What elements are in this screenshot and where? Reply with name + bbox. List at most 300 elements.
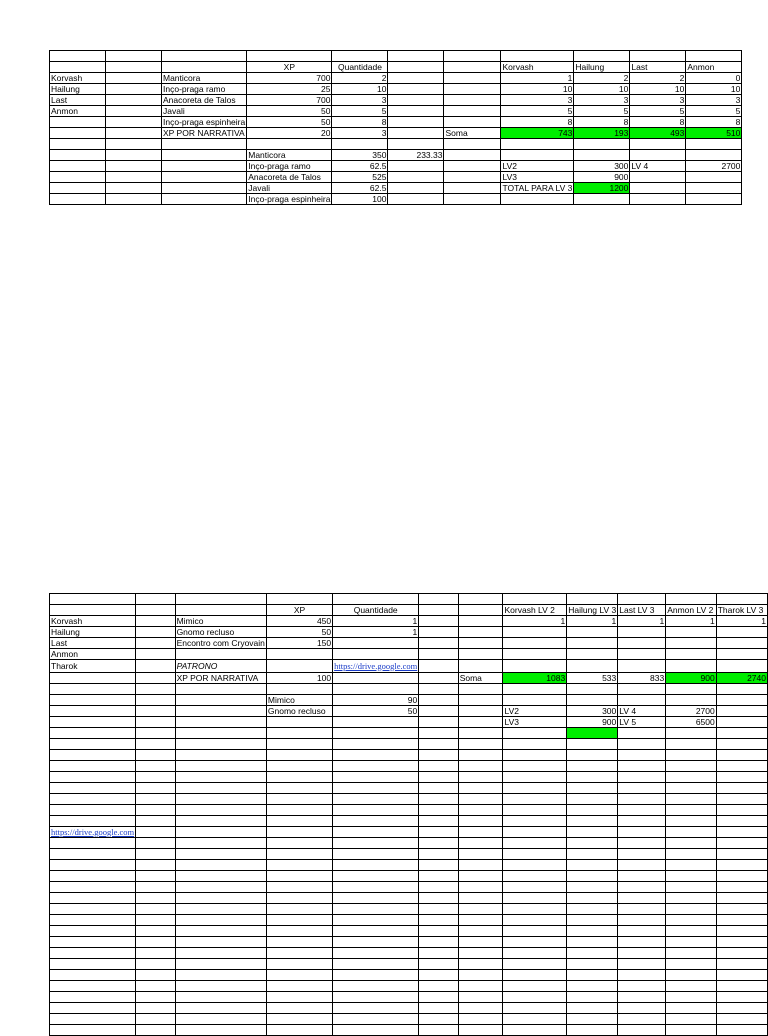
level-label-2[interactable]: LV 4 — [630, 161, 686, 172]
level-value-2[interactable]: 2700 — [686, 161, 742, 172]
monster-qty[interactable]: 5 — [332, 106, 388, 117]
empty-cell[interactable] — [716, 1003, 767, 1014]
empty-cell[interactable] — [175, 871, 266, 882]
empty-cell[interactable] — [567, 849, 618, 860]
empty-cell[interactable] — [333, 783, 419, 794]
empty-cell[interactable] — [567, 1014, 618, 1025]
empty-cell[interactable] — [333, 1014, 419, 1025]
monster-qty[interactable]: 1 — [333, 616, 419, 627]
empty-cell[interactable] — [333, 739, 419, 750]
empty-cell[interactable] — [50, 948, 136, 959]
empty-cell[interactable] — [716, 970, 767, 981]
matrix-cell[interactable]: 10 — [574, 84, 630, 95]
empty-cell[interactable] — [50, 1025, 136, 1036]
empty-cell[interactable] — [716, 981, 767, 992]
player-name[interactable]: Korvash — [50, 73, 106, 84]
matrix-cell[interactable]: 3 — [501, 95, 574, 106]
empty-cell[interactable] — [503, 739, 567, 750]
player-name[interactable]: Anmon — [50, 106, 106, 117]
monster-qty[interactable]: 2 — [332, 73, 388, 84]
monster-xp[interactable]: 450 — [266, 616, 332, 627]
empty-cell[interactable] — [175, 816, 266, 827]
empty-cell[interactable] — [136, 849, 175, 860]
empty-cell[interactable] — [50, 926, 136, 937]
empty-cell[interactable] — [567, 926, 618, 937]
empty-cell[interactable] — [50, 882, 136, 893]
empty-cell[interactable] — [175, 739, 266, 750]
monster-name[interactable]: XP POR NARRATIVA — [162, 128, 247, 139]
soma-korvash[interactable]: 1083 — [503, 673, 567, 684]
empty-cell[interactable] — [666, 904, 717, 915]
level-value[interactable]: 900 — [567, 717, 618, 728]
breakdown-name[interactable]: Javali — [247, 183, 332, 194]
empty-cell[interactable] — [50, 959, 136, 970]
empty-cell[interactable] — [666, 838, 717, 849]
matrix-cell[interactable]: 8 — [630, 117, 686, 128]
matrix-cell[interactable]: 10 — [686, 84, 742, 95]
level-label[interactable]: LV2 — [501, 161, 574, 172]
empty-cell[interactable] — [503, 750, 567, 761]
empty-cell[interactable] — [666, 805, 717, 816]
empty-cell[interactable] — [503, 1025, 567, 1036]
empty-cell[interactable] — [503, 838, 567, 849]
empty-cell[interactable] — [136, 860, 175, 871]
empty-cell[interactable] — [419, 783, 458, 794]
monster-qty[interactable]: 8 — [332, 117, 388, 128]
empty-cell[interactable] — [618, 992, 666, 1003]
breakdown-name[interactable]: Anacoreta de Talos — [247, 172, 332, 183]
empty-cell[interactable] — [716, 882, 767, 893]
matrix-cell[interactable]: 1 — [716, 616, 767, 627]
matrix-cell[interactable]: 3 — [630, 95, 686, 106]
empty-cell[interactable] — [333, 860, 419, 871]
empty-cell[interactable] — [419, 1025, 458, 1036]
empty-cell[interactable] — [618, 871, 666, 882]
empty-cell[interactable] — [266, 805, 332, 816]
empty-cell[interactable] — [666, 783, 717, 794]
empty-cell[interactable] — [50, 992, 136, 1003]
empty-cell[interactable] — [333, 959, 419, 970]
level-total-value[interactable]: 1200 — [574, 183, 630, 194]
empty-cell[interactable] — [458, 1025, 503, 1036]
drive-link[interactable]: https://drive.google.com — [334, 660, 418, 671]
empty-cell[interactable] — [666, 1003, 717, 1014]
empty-cell[interactable] — [136, 838, 175, 849]
breakdown-value[interactable]: 525 — [332, 172, 388, 183]
empty-cell[interactable] — [333, 805, 419, 816]
monster-name[interactable]: Inço-praga ramo — [162, 84, 247, 95]
empty-cell[interactable] — [175, 1025, 266, 1036]
matrix-cell[interactable]: 1 — [503, 616, 567, 627]
monster-xp[interactable]: 700 — [247, 73, 332, 84]
empty-cell[interactable] — [136, 937, 175, 948]
empty-cell[interactable] — [266, 783, 332, 794]
empty-cell[interactable] — [175, 1003, 266, 1014]
header-anmon[interactable]: Anmon — [686, 62, 742, 73]
empty-cell[interactable] — [333, 981, 419, 992]
matrix-cell[interactable]: 1 — [618, 616, 666, 627]
empty-cell[interactable] — [419, 959, 458, 970]
level-value[interactable]: 900 — [574, 172, 630, 183]
empty-cell[interactable] — [419, 739, 458, 750]
matrix-cell[interactable]: 5 — [630, 106, 686, 117]
header-last[interactable]: Last — [630, 62, 686, 73]
empty-cell[interactable] — [136, 750, 175, 761]
empty-cell[interactable] — [175, 893, 266, 904]
empty-cell[interactable] — [50, 1014, 136, 1025]
soma-label[interactable]: Soma — [444, 128, 501, 139]
highlight-cell[interactable] — [567, 728, 618, 739]
empty-cell[interactable] — [666, 1014, 717, 1025]
empty-cell[interactable] — [175, 750, 266, 761]
empty-cell[interactable] — [567, 860, 618, 871]
empty-cell[interactable] — [266, 1025, 332, 1036]
empty-cell[interactable] — [419, 948, 458, 959]
empty-cell[interactable] — [567, 761, 618, 772]
empty-cell[interactable] — [567, 838, 618, 849]
empty-cell[interactable] — [716, 948, 767, 959]
empty-cell[interactable] — [419, 838, 458, 849]
empty-cell[interactable] — [266, 816, 332, 827]
empty-cell[interactable] — [567, 816, 618, 827]
monster-xp[interactable]: 700 — [247, 95, 332, 106]
empty-cell[interactable] — [175, 904, 266, 915]
empty-cell[interactable] — [136, 992, 175, 1003]
empty-cell[interactable] — [50, 1003, 136, 1014]
empty-cell[interactable] — [266, 992, 332, 1003]
empty-cell[interactable] — [618, 783, 666, 794]
matrix-cell[interactable]: 1 — [501, 73, 574, 84]
empty-cell[interactable] — [458, 816, 503, 827]
monster-xp[interactable]: 150 — [266, 638, 332, 649]
empty-cell[interactable] — [175, 981, 266, 992]
empty-cell[interactable] — [419, 1014, 458, 1025]
monster-name[interactable]: Gnomo recluso — [175, 627, 266, 638]
empty-cell[interactable] — [666, 959, 717, 970]
empty-cell[interactable] — [419, 882, 458, 893]
empty-cell[interactable] — [50, 838, 136, 849]
header-tharok-lv3[interactable]: Tharok LV 3 — [716, 605, 767, 616]
breakdown-name[interactable]: Manticora — [247, 150, 332, 161]
empty-cell[interactable] — [666, 871, 717, 882]
matrix-cell[interactable]: 10 — [630, 84, 686, 95]
empty-cell[interactable] — [333, 871, 419, 882]
empty-cell[interactable] — [458, 893, 503, 904]
empty-cell[interactable] — [458, 959, 503, 970]
empty-cell[interactable] — [175, 970, 266, 981]
monster-name[interactable]: Javali — [162, 106, 247, 117]
empty-cell[interactable] — [333, 915, 419, 926]
empty-cell[interactable] — [716, 926, 767, 937]
empty-cell[interactable] — [50, 816, 136, 827]
empty-cell[interactable] — [175, 882, 266, 893]
empty-cell[interactable] — [333, 794, 419, 805]
empty-cell[interactable] — [666, 882, 717, 893]
empty-cell[interactable] — [136, 783, 175, 794]
header-hailung-lv3[interactable]: Hailung LV 3 — [568, 604, 617, 615]
empty-cell[interactable] — [50, 871, 136, 882]
level-total-label[interactable]: TOTAL PARA LV 3 — [502, 182, 573, 193]
empty-cell[interactable] — [50, 981, 136, 992]
empty-cell[interactable] — [716, 959, 767, 970]
soma-hailung[interactable]: 193 — [574, 128, 630, 139]
level-label[interactable]: LV3 — [503, 717, 567, 728]
empty-cell[interactable] — [419, 750, 458, 761]
empty-cell[interactable] — [266, 1014, 332, 1025]
empty-cell[interactable] — [503, 849, 567, 860]
empty-cell[interactable] — [666, 992, 717, 1003]
empty-cell[interactable] — [618, 1014, 666, 1025]
empty-cell[interactable] — [503, 1003, 567, 1014]
empty-cell[interactable] — [266, 926, 332, 937]
narrativa-xp[interactable]: 100 — [266, 673, 332, 684]
empty-cell[interactable] — [458, 783, 503, 794]
empty-cell[interactable] — [419, 1003, 458, 1014]
empty-cell[interactable] — [136, 904, 175, 915]
empty-cell[interactable] — [503, 816, 567, 827]
empty-cell[interactable] — [419, 981, 458, 992]
empty-cell[interactable] — [716, 893, 767, 904]
empty-cell[interactable] — [419, 893, 458, 904]
empty-cell[interactable] — [175, 849, 266, 860]
level-label[interactable]: LV3 — [501, 172, 574, 183]
empty-cell[interactable] — [666, 761, 717, 772]
empty-cell[interactable] — [618, 739, 666, 750]
empty-cell[interactable] — [266, 915, 332, 926]
empty-cell[interactable] — [266, 1003, 332, 1014]
matrix-cell[interactable]: 10 — [501, 84, 574, 95]
empty-cell[interactable] — [266, 981, 332, 992]
soma-last[interactable]: 493 — [630, 128, 686, 139]
empty-cell[interactable] — [175, 794, 266, 805]
empty-cell[interactable] — [666, 750, 717, 761]
empty-cell[interactable] — [716, 816, 767, 827]
empty-cell[interactable] — [333, 1003, 419, 1014]
empty-cell[interactable] — [567, 948, 618, 959]
empty-cell[interactable] — [266, 948, 332, 959]
soma-last[interactable]: 833 — [618, 673, 666, 684]
header-hailung[interactable]: Hailung — [574, 62, 630, 73]
empty-cell[interactable] — [666, 893, 717, 904]
empty-cell[interactable] — [458, 937, 503, 948]
empty-cell[interactable] — [419, 970, 458, 981]
empty-cell[interactable] — [419, 937, 458, 948]
matrix-cell[interactable]: 3 — [686, 95, 742, 106]
empty-cell[interactable] — [503, 761, 567, 772]
soma-anmon[interactable]: 510 — [686, 128, 742, 139]
monster-qty[interactable]: 10 — [332, 84, 388, 95]
header-last-lv3[interactable]: Last LV 3 — [618, 605, 666, 616]
empty-cell[interactable] — [716, 849, 767, 860]
empty-cell[interactable] — [618, 926, 666, 937]
empty-cell[interactable] — [618, 882, 666, 893]
empty-cell[interactable] — [175, 915, 266, 926]
empty-cell[interactable] — [136, 915, 175, 926]
soma-label[interactable]: Soma — [458, 673, 503, 684]
empty-cell[interactable] — [175, 761, 266, 772]
empty-cell[interactable] — [266, 871, 332, 882]
empty-cell[interactable] — [136, 1003, 175, 1014]
empty-cell[interactable] — [136, 871, 175, 882]
empty-cell[interactable] — [136, 948, 175, 959]
header-xp[interactable]: XP — [266, 605, 332, 616]
empty-cell[interactable] — [458, 794, 503, 805]
monster-name[interactable]: Inço-praga espinheira — [163, 116, 246, 127]
monster-xp[interactable]: 50 — [247, 117, 332, 128]
monster-qty[interactable] — [333, 638, 419, 649]
empty-cell[interactable] — [567, 1003, 618, 1014]
header-korvash[interactable]: Korvash — [501, 62, 574, 73]
empty-cell[interactable] — [666, 849, 717, 860]
monster-name[interactable]: Anacoreta de Talos — [162, 95, 247, 106]
level-value-2[interactable]: 2700 — [666, 706, 717, 717]
empty-cell[interactable] — [136, 882, 175, 893]
matrix-cell[interactable]: 5 — [501, 106, 574, 117]
empty-cell[interactable] — [567, 772, 618, 783]
breakdown-name[interactable]: Inço-praga espinheira — [248, 193, 331, 204]
empty-cell[interactable] — [333, 849, 419, 860]
patrono-label[interactable]: PATRONO — [175, 660, 266, 673]
empty-cell[interactable] — [503, 860, 567, 871]
empty-cell[interactable] — [716, 1025, 767, 1036]
empty-cell[interactable] — [50, 772, 136, 783]
empty-cell[interactable] — [618, 761, 666, 772]
empty-cell[interactable] — [503, 772, 567, 783]
empty-cell[interactable] — [567, 794, 618, 805]
empty-cell[interactable] — [567, 959, 618, 970]
empty-cell[interactable] — [419, 860, 458, 871]
breakdown-value[interactable]: 62.5 — [332, 161, 388, 172]
empty-cell[interactable] — [458, 915, 503, 926]
empty-cell[interactable] — [716, 783, 767, 794]
empty-cell[interactable] — [618, 816, 666, 827]
empty-cell[interactable] — [666, 772, 717, 783]
breakdown-value[interactable]: 62.5 — [332, 183, 388, 194]
empty-cell[interactable] — [136, 959, 175, 970]
empty-cell[interactable] — [266, 849, 332, 860]
breakdown-name[interactable]: Mimico — [266, 695, 332, 706]
empty-cell[interactable] — [419, 926, 458, 937]
empty-cell[interactable] — [419, 915, 458, 926]
matrix-cell[interactable]: 1 — [666, 616, 717, 627]
breakdown-value[interactable]: 50 — [333, 706, 419, 717]
matrix-cell[interactable]: 5 — [686, 106, 742, 117]
empty-cell[interactable] — [716, 860, 767, 871]
empty-cell[interactable] — [50, 805, 136, 816]
empty-cell[interactable] — [458, 805, 503, 816]
matrix-cell[interactable]: 8 — [574, 117, 630, 128]
matrix-cell[interactable]: 2 — [630, 73, 686, 84]
empty-cell[interactable] — [666, 915, 717, 926]
empty-cell[interactable] — [503, 871, 567, 882]
empty-cell[interactable] — [136, 893, 175, 904]
empty-cell[interactable] — [50, 783, 136, 794]
empty-cell[interactable] — [666, 794, 717, 805]
matrix-cell[interactable]: 8 — [686, 117, 742, 128]
player-name[interactable]: Korvash — [50, 616, 136, 627]
empty-cell[interactable] — [50, 893, 136, 904]
empty-cell[interactable] — [333, 904, 419, 915]
empty-cell[interactable] — [266, 959, 332, 970]
empty-cell[interactable] — [175, 805, 266, 816]
empty-cell[interactable] — [618, 838, 666, 849]
empty-cell[interactable] — [333, 948, 419, 959]
empty-cell[interactable] — [266, 761, 332, 772]
empty-cell[interactable] — [419, 794, 458, 805]
player-name[interactable]: Last — [50, 95, 106, 106]
empty-cell[interactable] — [618, 805, 666, 816]
empty-cell[interactable] — [618, 1025, 666, 1036]
empty-cell[interactable] — [266, 772, 332, 783]
player-name[interactable]: Anmon — [50, 649, 136, 660]
empty-cell[interactable] — [618, 772, 666, 783]
empty-cell[interactable] — [618, 937, 666, 948]
empty-cell[interactable] — [266, 750, 332, 761]
empty-cell[interactable] — [333, 970, 419, 981]
empty-cell[interactable] — [716, 871, 767, 882]
empty-cell[interactable] — [419, 816, 458, 827]
empty-cell[interactable] — [567, 871, 618, 882]
empty-cell[interactable] — [175, 948, 266, 959]
empty-cell[interactable] — [419, 849, 458, 860]
empty-cell[interactable] — [50, 904, 136, 915]
empty-cell[interactable] — [50, 970, 136, 981]
empty-cell[interactable] — [136, 805, 175, 816]
empty-cell[interactable] — [503, 805, 567, 816]
empty-cell[interactable] — [618, 794, 666, 805]
empty-cell[interactable] — [333, 761, 419, 772]
empty-cell[interactable] — [567, 783, 618, 794]
header-quantidade[interactable]: Quantidade — [332, 62, 388, 73]
empty-cell[interactable] — [333, 772, 419, 783]
empty-cell[interactable] — [333, 838, 419, 849]
empty-cell[interactable] — [716, 838, 767, 849]
empty-cell[interactable] — [666, 937, 717, 948]
player-name[interactable]: Tharok — [50, 660, 136, 673]
header-korvash-lv2[interactable]: Korvash LV 2 — [503, 605, 567, 616]
empty-cell[interactable] — [266, 882, 332, 893]
empty-cell[interactable] — [458, 860, 503, 871]
empty-cell[interactable] — [458, 838, 503, 849]
empty-cell[interactable] — [618, 1003, 666, 1014]
empty-cell[interactable] — [136, 1014, 175, 1025]
empty-cell[interactable] — [618, 893, 666, 904]
empty-cell[interactable] — [503, 959, 567, 970]
empty-cell[interactable] — [716, 805, 767, 816]
empty-cell[interactable] — [419, 871, 458, 882]
empty-cell[interactable] — [458, 882, 503, 893]
empty-cell[interactable] — [503, 970, 567, 981]
empty-cell[interactable] — [716, 739, 767, 750]
level-label[interactable]: LV2 — [503, 706, 567, 717]
empty-cell[interactable] — [618, 860, 666, 871]
empty-cell[interactable] — [458, 772, 503, 783]
empty-cell[interactable] — [567, 882, 618, 893]
empty-cell[interactable] — [136, 794, 175, 805]
empty-cell[interactable] — [50, 849, 136, 860]
empty-cell[interactable] — [136, 772, 175, 783]
empty-cell[interactable] — [50, 761, 136, 772]
empty-cell[interactable] — [716, 761, 767, 772]
empty-cell[interactable] — [175, 959, 266, 970]
empty-cell[interactable] — [458, 1003, 503, 1014]
empty-cell[interactable] — [716, 915, 767, 926]
empty-cell[interactable] — [567, 937, 618, 948]
empty-cell[interactable] — [419, 805, 458, 816]
empty-cell[interactable] — [666, 739, 717, 750]
monster-xp[interactable]: 50 — [247, 106, 332, 117]
empty-cell[interactable] — [567, 893, 618, 904]
